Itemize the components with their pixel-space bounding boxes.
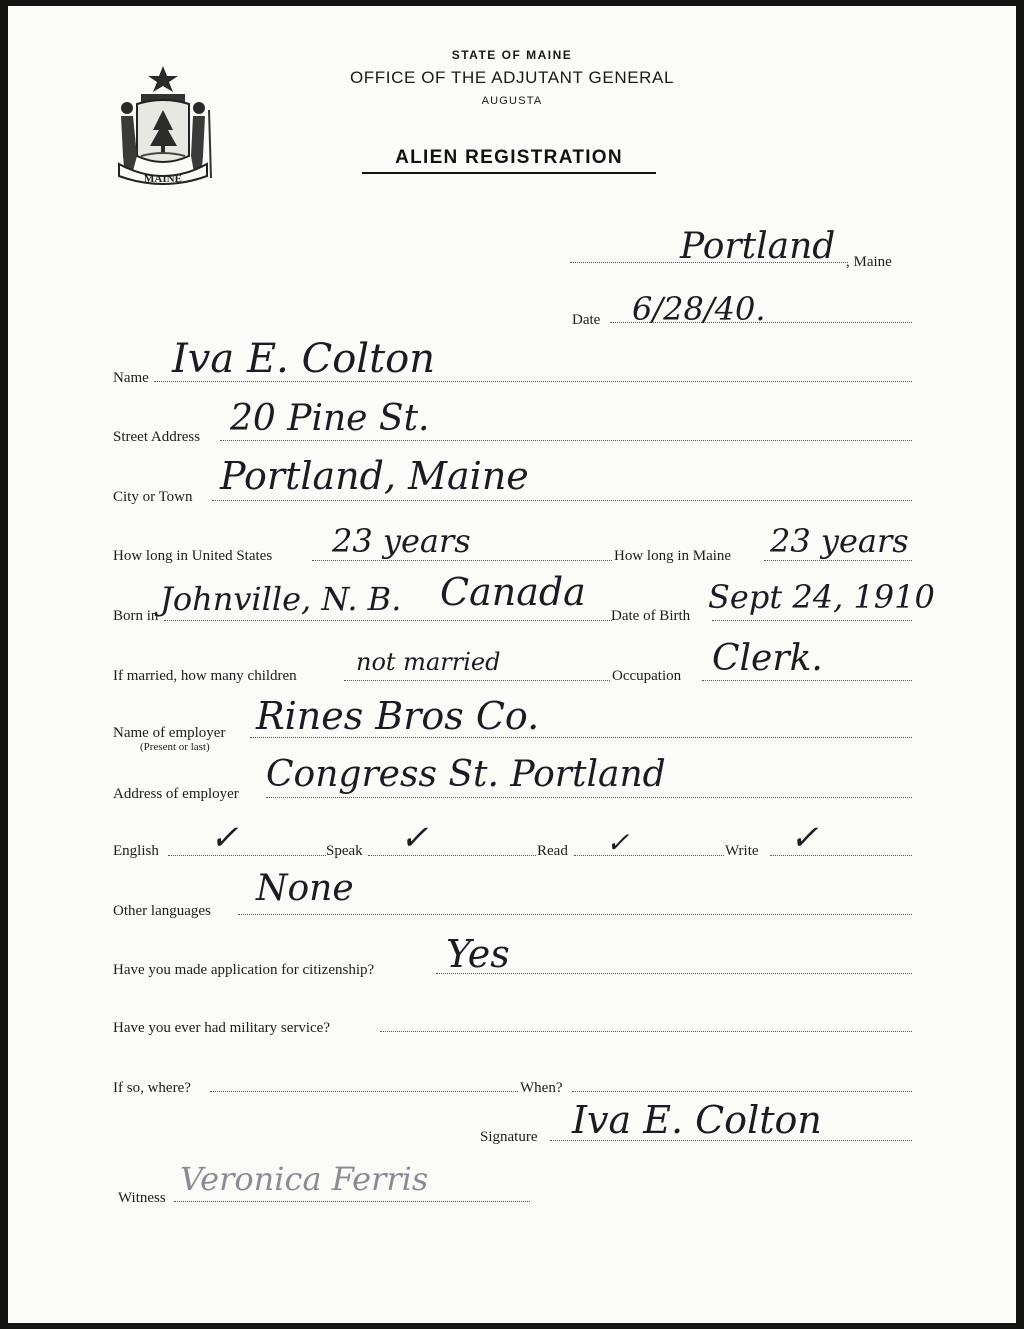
years-us-line xyxy=(312,560,612,561)
other-languages-entry: None xyxy=(256,868,354,909)
other-languages-line xyxy=(238,914,912,915)
office-heading: OFFICE OF THE ADJUTANT GENERAL xyxy=(349,68,675,87)
employer-address-entry: Congress St. Portland xyxy=(266,754,666,795)
other-languages-label: Other languages xyxy=(113,903,211,919)
english-label: English xyxy=(113,843,159,859)
dob-label: Date of Birth xyxy=(611,608,691,624)
where-label: If so, where? xyxy=(113,1080,191,1096)
street-line xyxy=(220,440,912,441)
date-entry: 6/28/40. xyxy=(632,290,766,328)
city-label: City or Town xyxy=(113,489,193,505)
name-entry: Iva E. Colton xyxy=(172,336,435,382)
children-entry: not married xyxy=(356,648,501,676)
write-check: ✓ xyxy=(790,818,819,858)
when-label: When? xyxy=(520,1080,563,1096)
signature-entry: Iva E. Colton xyxy=(572,1098,822,1142)
read-check: ✓ xyxy=(606,826,630,859)
dob-line xyxy=(712,620,912,621)
registration-form-sheet xyxy=(8,6,1016,1323)
military-line xyxy=(380,1031,912,1032)
years-maine-label: How long in Maine xyxy=(614,548,732,564)
english-line xyxy=(168,855,326,856)
form-title: ALIEN REGISTRATION xyxy=(362,147,656,174)
citizenship-label: Have you made application for citizenship? xyxy=(113,962,375,978)
dob-entry: Sept 24, 1910 xyxy=(708,578,935,616)
occupation-line xyxy=(702,680,912,681)
years-us-entry: 23 years xyxy=(332,522,471,560)
where-line xyxy=(210,1091,518,1092)
children-line xyxy=(344,680,610,681)
years-maine-entry: 23 years xyxy=(770,522,909,560)
speak-label: Speak xyxy=(326,843,363,859)
born-in-country-entry: Canada xyxy=(440,570,586,614)
employer-label: Name of employer xyxy=(113,725,226,741)
signature-label: Signature xyxy=(480,1129,538,1145)
city-line xyxy=(212,500,912,501)
witness-line xyxy=(174,1201,530,1202)
occupation-label: Occupation xyxy=(612,668,682,684)
street-entry: 20 Pine St. xyxy=(230,398,430,439)
place-entry: Portland xyxy=(680,226,836,267)
born-in-line xyxy=(164,620,612,621)
children-label: If married, how many children xyxy=(113,668,297,684)
citizenship-entry: Yes xyxy=(446,932,510,976)
place-suffix-label: , Maine xyxy=(846,254,892,270)
employer-note: (Present or last) xyxy=(140,741,210,753)
witness-entry: Veronica Ferris xyxy=(180,1160,429,1198)
city-entry: Portland, Maine xyxy=(220,454,529,498)
occupation-entry: Clerk. xyxy=(712,638,823,679)
born-in-place-entry: Johnville, N. B. xyxy=(160,580,402,618)
svg-text:MAINE: MAINE xyxy=(144,173,182,185)
speak-line xyxy=(368,855,536,856)
city-heading: AUGUSTA xyxy=(481,95,543,107)
read-label: Read xyxy=(537,843,568,859)
employer-address-label: Address of employer xyxy=(113,786,239,802)
employer-entry: Rines Bros Co. xyxy=(256,694,540,738)
employer-address-line xyxy=(266,797,912,798)
state-heading: STATE OF MAINE xyxy=(451,48,573,62)
write-label: Write xyxy=(725,843,759,859)
street-label: Street Address xyxy=(113,429,201,445)
name-label: Name xyxy=(113,370,149,386)
years-us-label: How long in United States xyxy=(113,548,273,564)
date-label: Date xyxy=(572,312,601,328)
born-in-label: Born in xyxy=(113,608,159,624)
witness-label: Witness xyxy=(118,1190,166,1206)
speak-check: ✓ xyxy=(400,818,429,858)
english-check: ✓ xyxy=(210,818,239,858)
when-line xyxy=(572,1091,912,1092)
military-label: Have you ever had military service? xyxy=(113,1020,330,1036)
years-maine-line xyxy=(764,560,912,561)
read-line xyxy=(574,855,724,856)
